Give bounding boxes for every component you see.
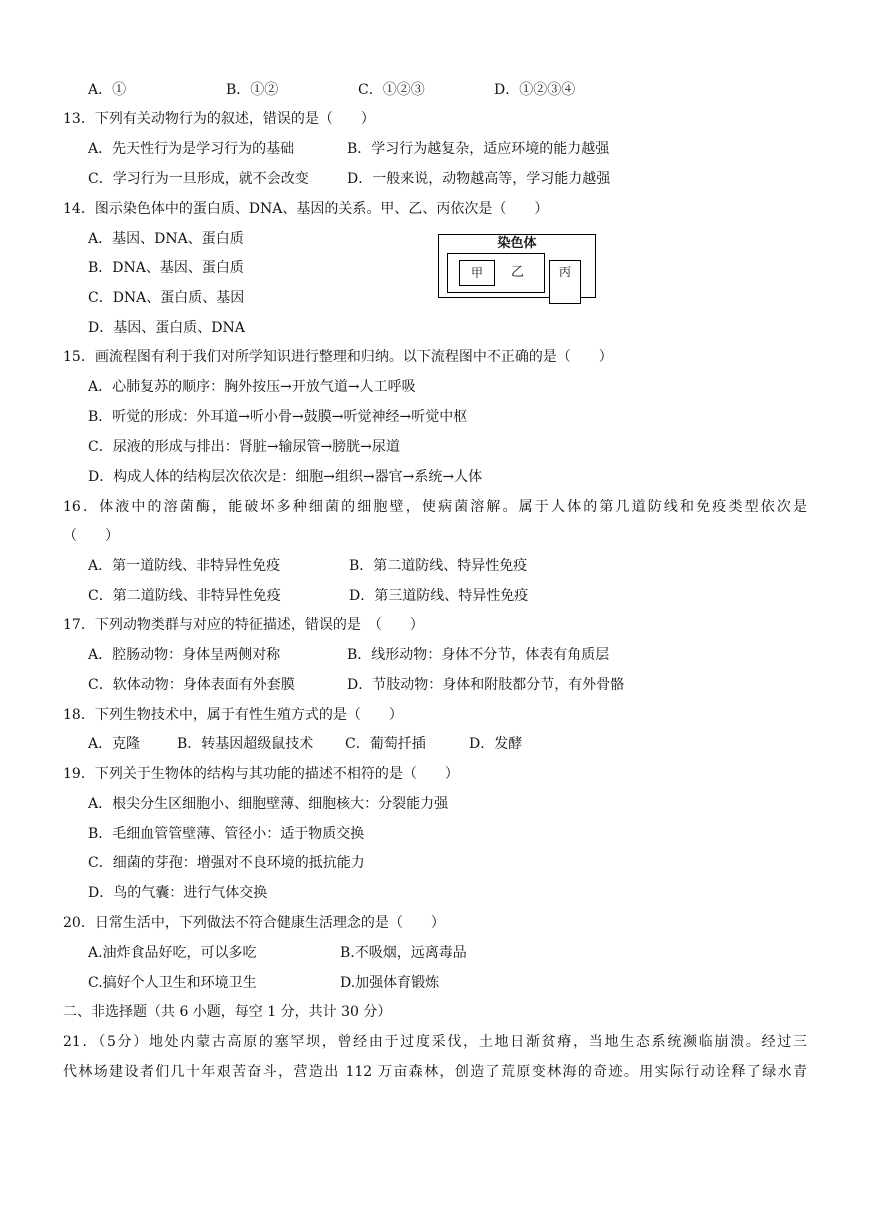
q20-option-b: B.不吸烟，远离毒品	[340, 945, 467, 961]
q18-option-b: B．转基因超级鼠技术	[177, 736, 314, 752]
q17-option-d: D．节肢动物：身体和附肢都分节，有外骨骼	[347, 677, 625, 693]
q14-option-c: C．DNA、蛋白质、基因	[88, 290, 245, 306]
q12-option-b: B．①②	[226, 82, 279, 98]
q15-option-b: B．听觉的形成：外耳道→听小骨→鼓膜→听觉神经→听觉中枢	[88, 409, 468, 425]
q13-option-a: A．先天性行为是学习行为的基础	[88, 141, 295, 157]
diagram-box-jia: 甲	[459, 260, 495, 286]
q19-option-d: D．鸟的气囊：进行气体交换	[88, 885, 268, 901]
q20-option-c: C.搞好个人卫生和环境卫生	[88, 975, 257, 991]
q19-option-c: C．细菌的芽孢：增强对不良环境的抵抗能力	[88, 855, 365, 871]
q16-stem-line2: （ ）	[63, 528, 119, 544]
q16-stem-line1: 16．体液中的溶菌酶，能破坏多种细菌的细胞壁，使病菌溶解。属于人体的第几道防线和免疫类型依次是	[63, 499, 807, 515]
q14-option-a: A．基因、DNA、蛋白质	[88, 231, 244, 247]
q16-option-a: A．第一道防线、非特异性免疫	[88, 558, 281, 574]
q15-option-c: C．尿液的形成与排出：肾脏→输尿管→膀胱→尿道	[88, 439, 400, 455]
q19-option-b: B．毛细血管管壁薄、管径小：适于物质交换	[88, 826, 365, 842]
q14-stem: 14．图示染色体中的蛋白质、DNA、基因的关系。甲、乙、丙依次是（ ）	[63, 201, 549, 217]
q21-line1: 21．（5分）地处内蒙古高原的塞罕坝，曾经由于过度采伐，土地日渐贫瘠，当地生态系统濒临崩溃。经过三	[63, 1034, 807, 1050]
q17-option-c: C．软体动物：身体表面有外套膜	[88, 677, 295, 693]
chromosome-diagram	[438, 234, 596, 298]
q14-option-d: D．基因、蛋白质、DNA	[88, 320, 245, 336]
q12-option-c: C．①②③	[358, 82, 425, 98]
q15-option-d: D．构成人体的结构层次依次是：细胞→组织→器官→系统→人体	[88, 469, 483, 485]
q18-option-d: D．发酵	[469, 736, 523, 752]
diagram-box-yi	[447, 253, 545, 293]
q20-option-a: A.油炸食品好吃，可以多吃	[88, 945, 257, 961]
q18-option-c: C．葡萄扦插	[345, 736, 426, 752]
q18-option-a: A．克隆	[88, 736, 141, 752]
q17-stem: 17．下列动物类群与对应的特征描述，错误的是 （ ）	[63, 617, 424, 633]
q13-option-c: C．学习行为一旦形成，就不会改变	[88, 171, 309, 187]
chromosome-diagram-title: 染色体	[497, 236, 537, 251]
q20-stem: 20．日常生活中，下列做法不符合健康生活理念的是（ ）	[63, 915, 445, 931]
q21-line2: 代林场建设者们几十年艰苦奋斗，营造出 112 万亩森林，创造了荒原变林海的奇迹。用实际行动诠释了绿水青	[63, 1064, 807, 1080]
section2-heading: 二、非选择题（共 6 小题，每空 1 分，共计 30 分）	[63, 1004, 392, 1020]
q17-option-a: A．腔肠动物：身体呈两侧对称	[88, 647, 281, 663]
q20-option-d: D.加强体育锻炼	[340, 975, 440, 991]
diagram-label-yi: 乙	[511, 265, 525, 280]
q17-option-b: B．线形动物：身体不分节，体表有角质层	[347, 647, 610, 663]
q15-option-a: A．心肺复苏的顺序：胸外按压→开放气道→人工呼吸	[88, 379, 416, 395]
q15-stem: 15．画流程图有利于我们对所学知识进行整理和归纳。以下流程图中不正确的是（ ）	[63, 349, 613, 365]
q13-option-d: D．一般来说，动物越高等，学习能力越强	[347, 171, 611, 187]
q16-option-c: C．第二道防线、非特异性免疫	[88, 588, 281, 604]
q14-option-b: B．DNA、基因、蛋白质	[88, 260, 244, 276]
q13-stem: 13．下列有关动物行为的叙述，错误的是（ ）	[63, 111, 375, 127]
diagram-label-bing: 丙	[558, 265, 571, 279]
q13-option-b: B．学习行为越复杂，适应环境的能力越强	[347, 141, 610, 157]
diagram-box-bing	[549, 260, 581, 304]
q19-stem: 19．下列关于生物体的结构与其功能的描述不相符的是（ ）	[63, 766, 459, 782]
q12-option-a: A．①	[88, 82, 127, 98]
q16-option-b: B．第二道防线、特异性免疫	[349, 558, 528, 574]
q18-stem: 18．下列生物技术中，属于有性生殖方式的是（ ）	[63, 707, 403, 723]
q12-option-d: D．①②③④	[494, 82, 576, 98]
q19-option-a: A．根尖分生区细胞小、细胞壁薄、细胞核大：分裂能力强	[88, 796, 449, 812]
q16-option-d: D．第三道防线、特异性免疫	[349, 588, 529, 604]
